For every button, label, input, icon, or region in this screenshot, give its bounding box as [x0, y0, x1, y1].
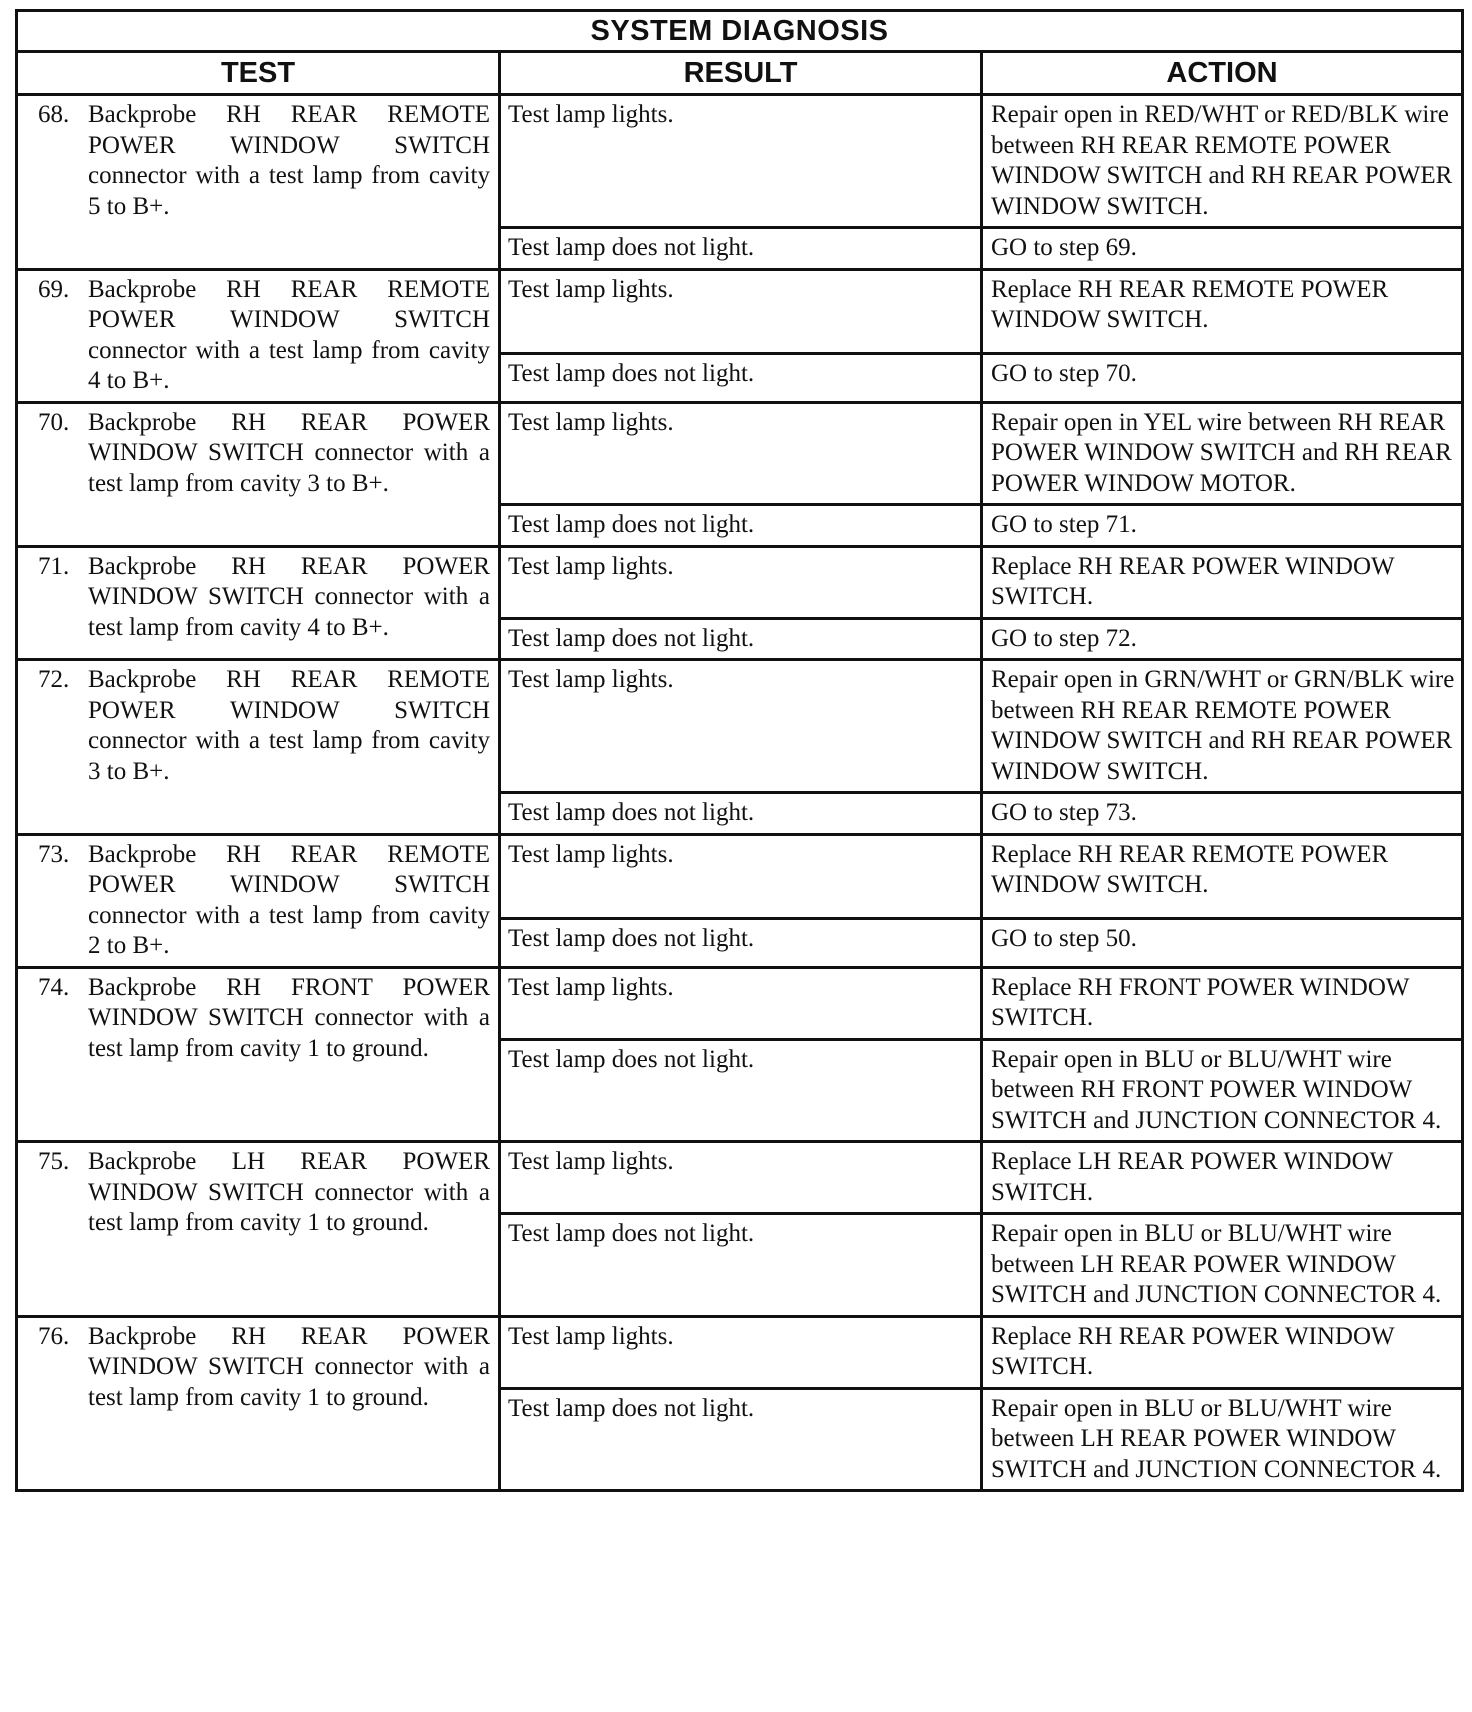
result-cell — [500, 1316, 982, 1388]
test-description: Backprobe RH REAR REMOTE POWER WINDOW SWITCH connector with a test lamp from cavity 4 to B+. — [88, 275, 490, 394]
result-cell — [500, 269, 982, 353]
column-header-test: TEST — [17, 52, 500, 95]
test-description: Backprobe RH REAR REMOTE POWER WINDOW SWITCH connector with a test lamp from cavity 3 to B+. — [88, 666, 490, 785]
action-text: GO to step 69. — [991, 234, 1137, 261]
result-text: Test lamp lights. — [508, 101, 674, 128]
table-row — [17, 967, 1463, 1039]
test-cell — [17, 269, 500, 402]
result-text: Test lamp lights. — [508, 1322, 674, 1350]
column-header-action: ACTION — [982, 52, 1463, 95]
table-row — [17, 269, 1463, 353]
action-text: GO to step 72. — [991, 624, 1137, 652]
step-number: 74. — [38, 973, 70, 1001]
action-text: GO to step 70. — [991, 359, 1137, 387]
result-text: Test lamp does not light. — [508, 1045, 755, 1073]
action-cell — [982, 1142, 1463, 1214]
table-row — [17, 95, 1463, 228]
test-description: Backprobe RH REAR REMOTE POWER WINDOW SWITCH connector with a test lamp from cavity 2 to B+. — [88, 840, 490, 959]
step-number: 69. — [38, 275, 70, 303]
test-cell — [17, 967, 500, 1142]
table-row — [17, 546, 1463, 618]
step-number: 72. — [38, 666, 70, 693]
table-row — [17, 1316, 1463, 1388]
action-text: Repair open in BLU or BLU/WHT wire between LH REAR POWER WINDOW SWITCH and JUNCTION CONNECTOR 4. — [991, 1394, 1442, 1483]
result-cell — [500, 1039, 982, 1142]
test-description: Backprobe RH REAR REMOTE POWER WINDOW SWITCH connector with a test lamp from cavity 5 to B+. — [88, 101, 490, 220]
result-text: Test lamp does not light. — [508, 359, 755, 387]
result-cell — [500, 505, 982, 547]
test-cell — [17, 546, 500, 660]
action-cell — [982, 269, 1463, 353]
result-text: Test lamp lights. — [508, 275, 674, 303]
result-cell — [500, 834, 982, 918]
action-text: Replace RH REAR POWER WINDOW SWITCH. — [991, 1322, 1395, 1380]
table-row — [17, 402, 1463, 505]
result-cell — [500, 1214, 982, 1317]
step-number: 71. — [38, 552, 70, 580]
action-text: Replace LH REAR POWER WINDOW SWITCH. — [991, 1148, 1393, 1206]
result-cell — [500, 228, 982, 270]
result-cell — [500, 918, 982, 967]
action-cell — [982, 1316, 1463, 1388]
result-cell — [500, 793, 982, 835]
result-text: Test lamp lights. — [508, 408, 674, 436]
test-cell — [17, 1316, 500, 1491]
table-title: SYSTEM DIAGNOSIS — [17, 11, 1463, 52]
result-text: Test lamp does not light. — [508, 511, 755, 538]
action-cell — [982, 505, 1463, 547]
action-text: Repair open in YEL wire between RH REAR POWER WINDOW SWITCH and RH REAR POWER WINDOW MOTOR. — [991, 408, 1452, 497]
title-row — [17, 11, 1463, 52]
result-text: Test lamp lights. — [508, 973, 674, 1001]
system-diagnosis-table — [15, 9, 1464, 1492]
result-text: Test lamp does not light. — [508, 624, 755, 652]
header-row — [17, 52, 1463, 95]
action-text: GO to step 71. — [991, 511, 1137, 538]
result-text: Test lamp lights. — [508, 552, 674, 580]
action-cell — [982, 228, 1463, 270]
step-number: 75. — [38, 1148, 70, 1175]
step-number: 73. — [38, 840, 70, 868]
action-text: Repair open in BLU or BLU/WHT wire between RH FRONT POWER WINDOW SWITCH and JUNCTION CONNECTOR 4. — [991, 1045, 1442, 1134]
action-cell — [982, 660, 1463, 793]
result-cell — [500, 353, 982, 402]
test-description: Backprobe RH REAR POWER WINDOW SWITCH connector with a test lamp from cavity 4 to B+. — [88, 552, 490, 641]
test-cell — [17, 402, 500, 546]
action-cell — [982, 967, 1463, 1039]
action-text: Replace RH REAR REMOTE POWER WINDOW SWITCH. — [991, 275, 1389, 333]
action-text: Replace RH REAR REMOTE POWER WINDOW SWITCH. — [991, 840, 1389, 898]
result-cell — [500, 402, 982, 505]
table-row — [17, 660, 1463, 793]
diagnosis-steps — [17, 95, 1463, 1491]
action-cell — [982, 618, 1463, 660]
action-cell — [982, 793, 1463, 835]
test-cell — [17, 95, 500, 270]
action-text: Repair open in RED/WHT or RED/BLK wire between RH REAR REMOTE POWER WINDOW SWITCH and RH REAR POWER WINDOW SWITCH. — [991, 101, 1453, 220]
result-text: Test lamp lights. — [508, 1148, 674, 1175]
system-diagnosis-page — [15, 9, 1461, 1492]
table-row — [17, 1142, 1463, 1214]
action-text: GO to step 73. — [991, 799, 1137, 826]
action-text: Replace RH REAR POWER WINDOW SWITCH. — [991, 552, 1395, 610]
result-text: Test lamp does not light. — [508, 924, 755, 952]
result-cell — [500, 660, 982, 793]
test-description: Backprobe LH REAR POWER WINDOW SWITCH connector with a test lamp from cavity 1 to ground. — [88, 1148, 490, 1236]
test-cell — [17, 1142, 500, 1317]
action-cell — [982, 1388, 1463, 1491]
result-text: Test lamp does not light. — [508, 1220, 755, 1247]
result-text: Test lamp lights. — [508, 840, 674, 868]
result-cell — [500, 546, 982, 618]
result-cell — [500, 1142, 982, 1214]
action-text: Repair open in GRN/WHT or GRN/BLK wire between RH REAR REMOTE POWER WINDOW SWITCH and RH REAR POWER WINDOW SWITCH. — [991, 666, 1455, 785]
action-cell — [982, 95, 1463, 228]
result-cell — [500, 618, 982, 660]
step-number: 68. — [38, 101, 70, 128]
result-cell — [500, 967, 982, 1039]
action-cell — [982, 1214, 1463, 1317]
action-cell — [982, 546, 1463, 618]
step-number: 76. — [38, 1322, 70, 1350]
action-text: Repair open in BLU or BLU/WHT wire between LH REAR POWER WINDOW SWITCH and JUNCTION CONNECTOR 4. — [991, 1220, 1442, 1308]
result-text: Test lamp does not light. — [508, 1394, 755, 1422]
table-row — [17, 834, 1463, 918]
action-cell — [982, 918, 1463, 967]
action-text: GO to step 50. — [991, 924, 1137, 952]
test-description: Backprobe RH FRONT POWER WINDOW SWITCH connector with a test lamp from cavity 1 to ground. — [88, 973, 490, 1062]
result-text: Test lamp lights. — [508, 666, 674, 693]
column-header-result: RESULT — [500, 52, 982, 95]
test-description: Backprobe RH REAR POWER WINDOW SWITCH connector with a test lamp from cavity 3 to B+. — [88, 408, 490, 497]
action-text: Replace RH FRONT POWER WINDOW SWITCH. — [991, 973, 1410, 1031]
test-description: Backprobe RH REAR POWER WINDOW SWITCH connector with a test lamp from cavity 1 to ground. — [88, 1322, 490, 1411]
action-cell — [982, 402, 1463, 505]
result-cell — [500, 1388, 982, 1491]
action-cell — [982, 1039, 1463, 1142]
step-number: 70. — [38, 408, 70, 436]
action-cell — [982, 834, 1463, 918]
test-cell — [17, 834, 500, 967]
test-cell — [17, 660, 500, 835]
action-cell — [982, 353, 1463, 402]
result-text: Test lamp does not light. — [508, 234, 755, 261]
result-text: Test lamp does not light. — [508, 799, 755, 826]
result-cell — [500, 95, 982, 228]
